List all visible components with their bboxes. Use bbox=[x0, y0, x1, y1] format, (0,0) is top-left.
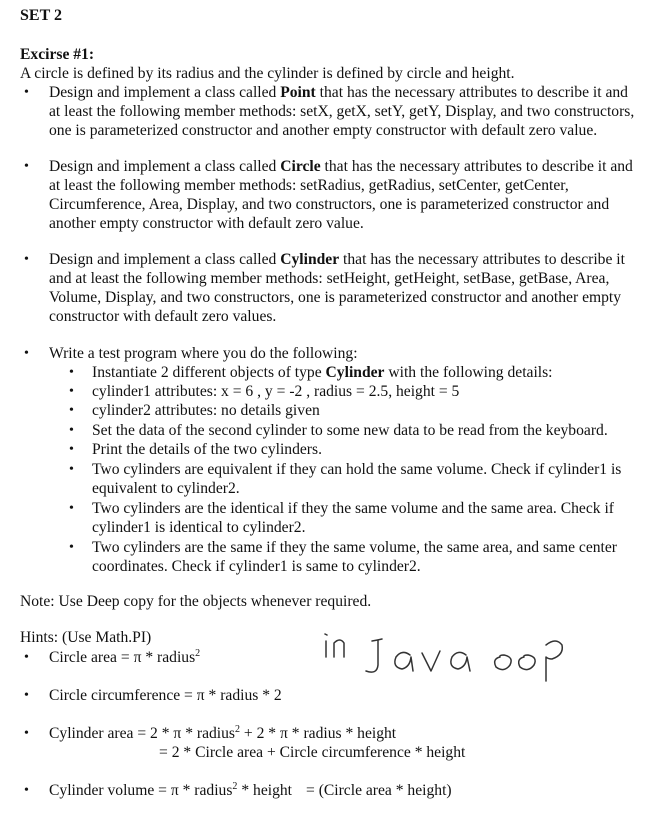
sub-item-instantiate: • Instantiate 2 different objects of type Cylinder with the following details: bbox=[69, 364, 553, 381]
sub-item-cylinder1: • cylinder1 attributes: x = 6 , y = -2 , radius = 2.5, height = 5 bbox=[69, 383, 460, 400]
formula-circle-area: • Circle area = π * radius$^2$ bbox=[24, 647, 201, 666]
bullet: • bbox=[69, 365, 74, 380]
bullet: • bbox=[69, 423, 74, 438]
bullet: • bbox=[69, 442, 74, 457]
bullet: • bbox=[69, 403, 74, 418]
task-cylinder: • Design and implement a class called Cylinder that has the necessary attributes to describe it and at least the following member methods: setHeight, getHeight, setBase, getBase, Area, Volume, Display, and two constructors, one is parameterized constructor and another empty constructor with default zero values. bbox=[24, 251, 625, 325]
bullet: • bbox=[24, 650, 29, 665]
bullet: • bbox=[69, 540, 74, 555]
sub-item-print: • Print the details of the two cylinders. bbox=[69, 441, 322, 458]
task-circle: • Design and implement a class called Circle that has the necessary attributes to describe it and at least the following member methods: setRadius, getRadius, setCenter, getCenter, Circumference, Area, Display, and two constructors, one is parameterized constructor and another empty constructor with default zero value. bbox=[24, 158, 633, 232]
bullet: • bbox=[24, 159, 29, 174]
bullet: • bbox=[24, 85, 29, 100]
sub-item-equivalent: • Two cylinders are equivalent if they can hold the same volume. Check if cylinder1 is equivalent to cylinder2. bbox=[69, 461, 622, 497]
hints-title: Hints: (Use Math.PI) bbox=[20, 629, 152, 646]
class-name-cylinder: Cylinder bbox=[280, 251, 340, 268]
bullet: • bbox=[69, 462, 74, 477]
bullet: • bbox=[24, 346, 29, 361]
bullet: • bbox=[24, 726, 29, 741]
sub-item-same: • Two cylinders are the same if they the same volume, the same area, and same center coordinates. Check if cylinder1 is same to cylinder2. bbox=[69, 539, 617, 575]
formula-cylinder-area-line2: = 2 * Circle area + Circle circumference * height bbox=[159, 744, 466, 761]
sub-item-cylinder2: • cylinder2 attributes: no details given bbox=[69, 402, 320, 419]
bullet: • bbox=[69, 501, 74, 516]
bullet: • bbox=[24, 252, 29, 267]
bullet: • bbox=[69, 384, 74, 399]
class-name-circle: Circle bbox=[280, 158, 321, 175]
sub-item-identical: • Two cylinders are the identical if they the same volume and the same area. Check if cylinder1 is identical to cylinder2. bbox=[69, 500, 614, 536]
task-point: • Design and implement a class called Point that has the necessary attributes to describe it and at least the following member methods: setX, getX, setY, getY, Display, and two constructors, one is parameterized constructor and another empty constructor with default zero value. bbox=[24, 84, 635, 139]
exercise-title: Excirse #1: bbox=[20, 46, 95, 63]
bullet: • bbox=[24, 688, 29, 703]
formula-cylinder-area: • Cylinder area = 2 * π * radius$^2$ + 2 * π * radius * height bbox=[24, 723, 397, 742]
bullet: • bbox=[24, 783, 29, 798]
formula-cylinder-volume: • Cylinder volume = π * radius$^2$ * height = (Circle area * height) bbox=[24, 780, 452, 799]
sub-item-set-data: • Set the data of the second cylinder to some new data to be read from the keyboard. bbox=[69, 422, 608, 439]
class-name-point: Point bbox=[280, 84, 316, 101]
note-text: Note: Use Deep copy for the objects whenever required. bbox=[20, 593, 372, 610]
set-title: SET 2 bbox=[20, 7, 62, 24]
task-test-program: • Write a test program where you do the following: bbox=[24, 345, 358, 362]
intro-text: A circle is defined by its radius and the cylinder is defined by circle and height. bbox=[20, 65, 515, 82]
formula-circle-circumference: • Circle circumference = π * radius * 2 bbox=[24, 687, 282, 704]
